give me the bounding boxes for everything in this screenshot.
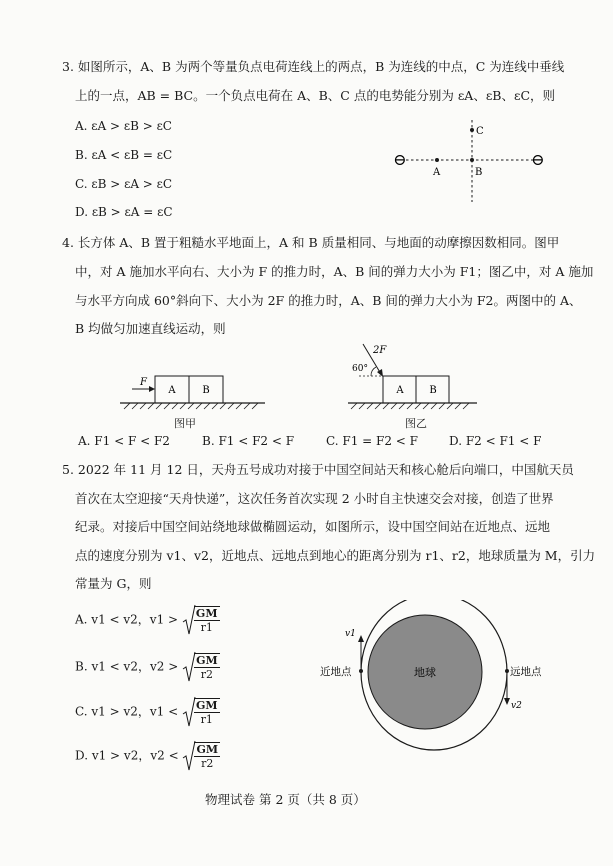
q4-stem-line2: 中，对 A 施加水平向右、大小为 F 的推力时，A、B 间的弹力大小为 F1；图乙中，对 A 施加: [75, 264, 594, 279]
block-a-label: A: [168, 385, 176, 396]
q3-stem-line2: 上的一点，AB = BC。一个负点电荷在 A、B、C 点的电势能分别为 εA、εB、εC，则: [75, 88, 556, 103]
block-b-label: B: [429, 385, 437, 396]
block-b-label: B: [202, 385, 210, 396]
earth-label: 地球: [414, 666, 436, 679]
v1-label: v1: [345, 629, 356, 639]
q4-figure-jia: [120, 365, 270, 410]
q5-option-b: B. v1 < v2，v2 > $\frac{GM}{r2}$: [75, 651, 220, 683]
q4-option-d: D. F2 < F1 < F: [449, 434, 542, 448]
right-negative-charge-icon: ⊖: [531, 150, 545, 169]
q5-stem-line2: 首次在太空迎接“天舟快递”，这次任务首次实现 2 小时自主快速交会对接，创造了世界: [75, 491, 554, 506]
q3-option-d: D. εB > εA = εC: [75, 205, 173, 219]
left-negative-charge-icon: ⊖: [393, 150, 407, 169]
q3-option-c: C. εB > εA > εC: [75, 177, 173, 191]
figure-jia-caption: 图甲: [174, 417, 196, 430]
q5-stem-line4: 点的速度分别为 v1、v2，近地点、远地点到地心的距离分别为 r1、r2，地球质量为 M，引力: [75, 548, 596, 563]
figure-yi-caption: 图乙: [405, 417, 427, 430]
q4-option-c: C. F1 = F2 < F: [326, 434, 418, 448]
block-a-label: A: [396, 385, 404, 396]
point-c-label: C: [476, 126, 484, 137]
point-b-label: B: [475, 167, 483, 178]
v2-label: v2: [511, 701, 522, 711]
q4-option-a: A. F1 < F < F2: [78, 434, 170, 448]
q5-option-d: D. v1 > v2，v2 < $\frac{GM}{r2}$: [75, 740, 220, 772]
q3-option-b: B. εA < εB = εC: [75, 148, 173, 162]
v2-arrow-icon: [504, 698, 510, 705]
angle-60-label: 60°: [352, 364, 368, 374]
q5-option-a: A. v1 < v2，v1 > $\frac{GM}{r1}$: [75, 604, 220, 636]
force-f-label: F: [140, 377, 147, 388]
q4-figure-yi: [345, 338, 480, 410]
q4-option-b: B. F1 < F2 < F: [202, 434, 295, 448]
q3-charge-figure: [390, 112, 555, 207]
q5-orbit-figure: [312, 600, 552, 760]
q3-stem-line1: 3. 如图所示，A、B 为两个等量负点电荷连线上的两点，B 为连线的中点，C 为连线中垂线: [62, 59, 565, 74]
q5-option-c: C. v1 > v2，v1 < $\frac{GM}{r1}$: [75, 696, 220, 728]
page-footer: 物理试卷 第 2 页（共 8 页）: [205, 792, 366, 807]
q3-option-a: A. εA > εB > εC: [75, 119, 172, 133]
q4-stem-line4: B 均做匀加速直线运动，则: [75, 321, 226, 336]
q5-stem-line1: 5. 2022 年 11 月 12 日，天舟五号成功对接于中国空间站天和核心舱后向端口，中国航天员: [62, 462, 574, 477]
q4-stem-line1: 4. 长方体 A、B 置于粗糙水平地面上，A 和 B 质量相同、与地面的动摩擦因数相同。图甲: [62, 235, 560, 250]
perigee-label: 近地点: [320, 666, 352, 678]
q4-stem-line3: 与水平方向成 60°斜向下、大小为 2F 的推力时，A、B 间的弹力大小为 F2。两图中的 A、: [75, 293, 582, 308]
v1-arrow-icon: [358, 635, 364, 642]
q5-stem-line5: 常量为 G，则: [75, 576, 152, 591]
apogee-label: 远地点: [510, 666, 542, 678]
point-a-label: A: [433, 167, 441, 178]
force-2f-label: 2F: [373, 345, 387, 356]
q5-stem-line3: 纪录。对接后中国空间站绕地球做椭圆运动，如图所示，设中国空间站在近地点、远地: [75, 519, 551, 534]
